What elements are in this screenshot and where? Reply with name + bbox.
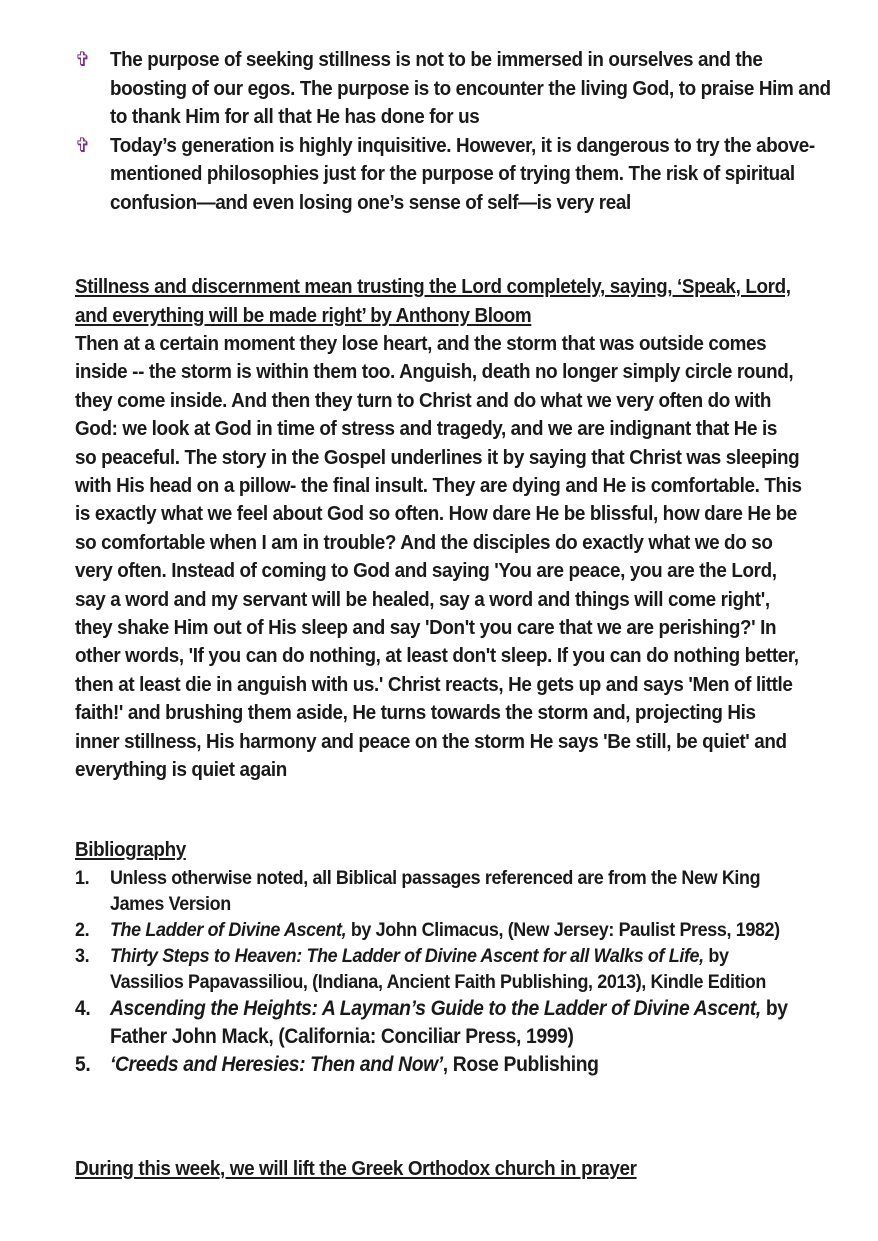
- bibliography-title: Ascending the Heights: A Layman’s Guide to the Ladder of Divine Ascent,: [109, 996, 761, 1020]
- bullet-item: [75, 132, 837, 218]
- bibliography-title: ‘Creeds and Heresies: Then and Now’: [109, 1052, 443, 1076]
- bibliography-text: Unless otherwise noted, all Biblical passages referenced are from the New King James Version: [109, 866, 761, 915]
- bibliography-text: by Father John Mack, (California: Conciliar Press, 1999): [109, 996, 788, 1048]
- bibliography-number: 3.: [75, 944, 90, 967]
- bibliography-number: 4.: [75, 996, 91, 1020]
- bibliography-number: 5.: [75, 1052, 91, 1076]
- bullet-text: Today’s generation is highly inquisitive. However, it is dangerous to try the above-mentioned philosophies just for the purpose of trying them. The risk of spiritual confusion—and even losing one’s sense of self—is very real: [109, 133, 815, 214]
- quote-section: [75, 273, 803, 785]
- closing-section: [75, 1155, 803, 1184]
- bibliography-text: , Rose Publishing: [442, 1052, 599, 1076]
- bibliography-section: [75, 836, 803, 1079]
- quote-heading: Stillness and discernment mean trusting the Lord completely, saying, ‘Speak, Lord, and everything will be made right’ by Anthony Bloom: [75, 275, 791, 327]
- bullet-item: [75, 46, 837, 132]
- bibliography-item: [75, 917, 802, 943]
- bibliography-item: [75, 1051, 802, 1079]
- bullet-text: The purpose of seeking stillness is not to be immersed in ourselves and the boosting of our egos. The purpose is to encounter the living God, to praise Him and to thank Him for all that He has done for us: [109, 48, 831, 128]
- bibliography-text: by John Climacus, (New Jersey: Paulist Press, 1982): [346, 918, 780, 941]
- quote-body: Then at a certain moment they lose heart, and the storm that was outside comes inside -- the storm is within them too. Anguish, death no longer simply circle round, they come inside. And then they turn to Christ and do what we very often do with God: we look at God in time of stress and tragedy, and we are indignant that He is so peaceful. The story in the Gospel underlines it by saying that Christ was sleeping with His head on a pillow- the final insult. They are dying and He is comfortable. This is exactly what we feel about God so often. How dare He be blissful, how dare He be so comfortable when I am in trouble? And the disciples do exactly what we do so very often. Instead of coming to God and saying 'You are peace, you are the Lord, say a word and my servant will be healed, say a word and things will come right', they shake Him out of His sleep and say 'Don't you care that we are perishing?' In other words, 'If you can do nothing, at least don't sleep. If you can do nothing better, then at least die in anguish with us.' Christ reacts, He gets up and says 'Men of little faith!' and brushing them aside, He turns towards the storm and, projecting His inner stillness, His harmony and peace on the storm He says 'Be still, be quiet' and everything is quiet again: [75, 332, 802, 782]
- bibliography-heading: Bibliography: [75, 838, 186, 861]
- bibliography-text: by Vassilios Papavassiliou, (Indiana, Ancient Faith Publishing, 2013), Kindle Edition: [109, 944, 766, 993]
- bibliography-item: [75, 995, 802, 1051]
- bibliography-title: The Ladder of Divine Ascent,: [109, 918, 347, 941]
- bibliography-title: Thirty Steps to Heaven: The Ladder of Divine Ascent for all Walks of Life,: [109, 944, 704, 967]
- cross-icon: ✞: [75, 134, 91, 157]
- bullet-list: [75, 46, 831, 217]
- closing-heading: During this week, we will lift the Greek Orthodox church in prayer: [75, 1157, 637, 1180]
- cross-icon: ✞: [75, 49, 91, 71]
- bibliography-item: [75, 943, 802, 995]
- bibliography-number: 1.: [75, 866, 90, 889]
- bibliography-number: 2.: [75, 918, 90, 941]
- bibliography-item: [75, 865, 802, 917]
